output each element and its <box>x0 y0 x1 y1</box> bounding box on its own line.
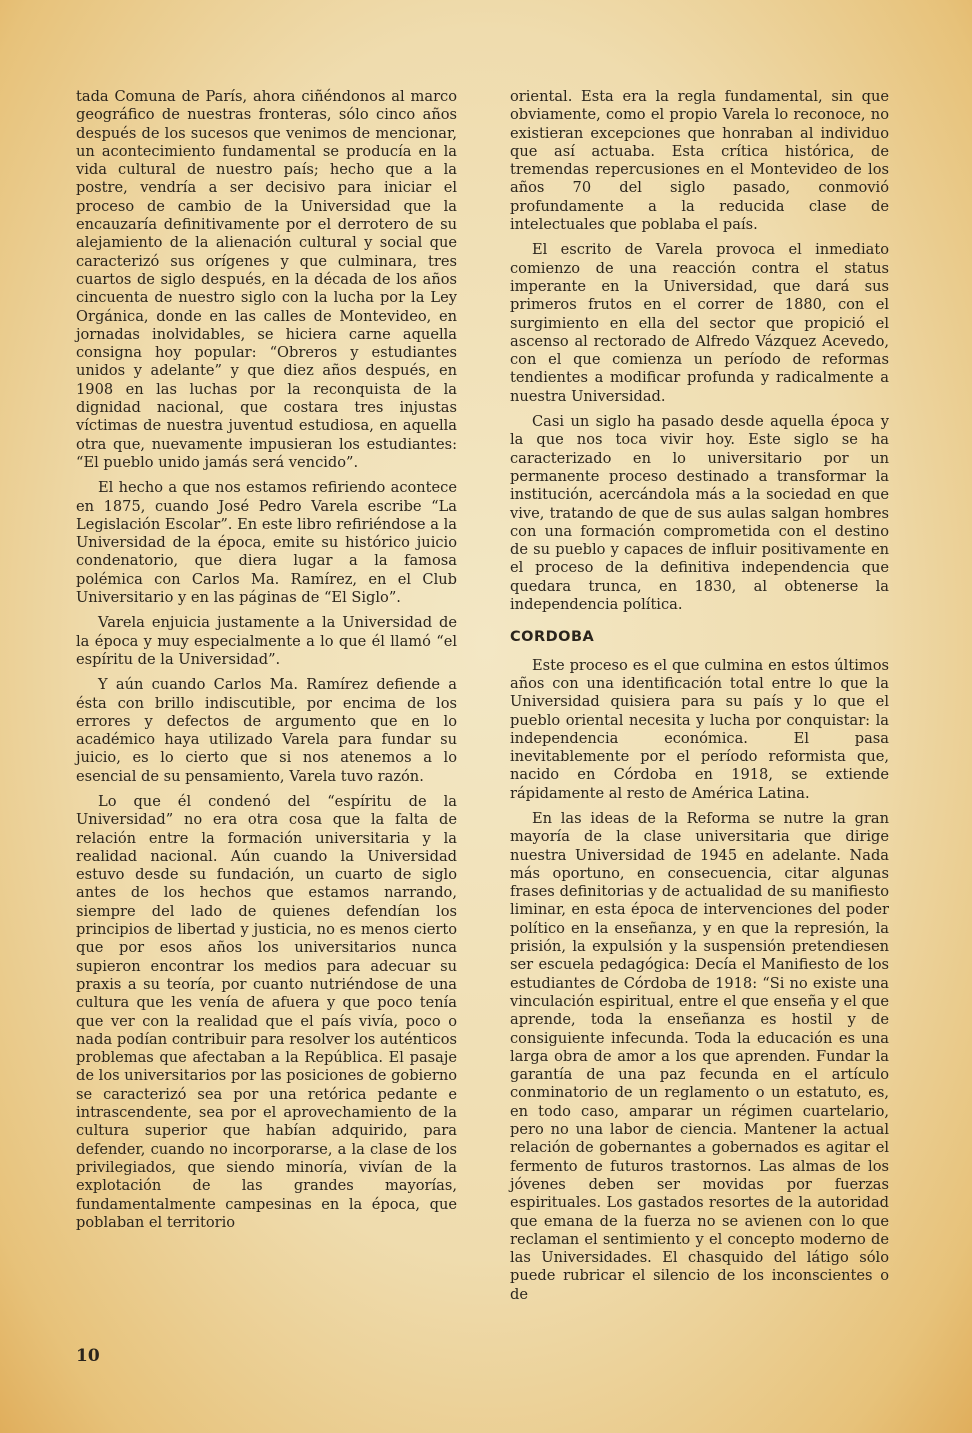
paragraph: En las ideas de la Reforma se nutre la gran mayoría de la clase universitaria que dirige nuestra Universidad de 1945 en adelante. Nada más oportuno, en consecuencia, citar algunas frases definitorias y de actualidad de su manifiesto liminar, en esta época de intervenciones del poder político en la enseñanza, y en que la represión, la prisión, la expulsión y la suspensión pretendiesen ser escuela pedagógica: Decía el Manifiesto de los estudiantes de Córdoba de 1918: “Si no existe una vinculación espiritual, entre el que enseña y el que aprende, toda la enseñanza es hostil y de consiguiente infecunda. Toda la educación es una larga obra de amor a los que aprenden. Fundar la garantía de una paz fecunda en el artículo conminatorio de un reglamento o un estatuto, es, en todo caso, amparar un régimen cuartelario, pero no una labor de ciencia. Mantener la actual relación de gobernantes a gobernados es agitar el fermento de futuros trastornos. Las almas de los jóvenes deben ser movidas por fuerzas espirituales. Los gastados resortes de la autoridad que emana de la fuerza no se avienen con lo que reclaman el sentimiento y el concepto moderno de las Universidades. El chasquido del látigo sólo puede rubricar el silencio de los inconscientes o de <box>510 809 889 1303</box>
paragraph: Y aún cuando Carlos Ma. Ramírez defiende a ésta con brillo indiscutible, por encima de los errores y defectos de argumento que en lo académico haya utilizado Varela para fundar su juicio, es lo cierto que si nos atenemos a lo esencial de su pensamiento, Varela tuvo razón. <box>76 676 457 785</box>
paragraph: El hecho a que nos estamos refiriendo acontece en 1875, cuando José Pedro Varela escribe “La Legislación Escolar”. En este libro refiriéndose a la Universidad de la época, emite su histórico juicio condenatorio, que diera lugar a la famosa polémica con Carlos Ma. Ramírez, en el Club Universitario y en las páginas de “El Siglo”. <box>76 479 457 607</box>
paragraph: Este proceso es el que culmina en estos últimos años con una identificación total entre lo que la Universidad quisiera para su país y lo que el pueblo oriental necesita y lucha por conquistar: la independencia económica. El pasa inevitablemente por el período reformista que, nacido en Córdoba en 1918, se extiende rápidamente al resto de América Latina. <box>510 656 889 802</box>
right-column <box>510 88 889 1311</box>
paragraph: Lo que él condenó del “espíritu de la Universidad” no era otra cosa que la falta de relación entre la formación universitaria y la realidad nacional. Aún cuando la Universidad estuvo desde su fundación, un cuarto de siglo antes de los hechos que estamos narrando, siempre del lado de quienes defendían los principios de libertad y justicia, no es menos cierto que por esos años los universitarios nunca supieron encontrar los medios para adecuar su praxis a su teoría, por cuanto nutriéndose de una cultura que les venía de afuera y que poco tenía que ver con la realidad que el país vivía, poco o nada podían contribuir para resolver los auténticos problemas que afectaban a la República. El pasaje de los universitarios por las posiciones de gobierno se caracterizó sea por una retórica pedante e intrascendente, sea por el aprovechamiento de la cultura superior que habían adquirido, para defender, cuando no incorporarse, a la clase de los privilegiados, que siendo minoría, vivían de la explotación de las grandes mayorías, fundamentalmente campesinas en la época, que poblaban el territorio <box>76 792 457 1231</box>
paragraph: Casi un siglo ha pasado desde aquella época y la que nos toca vivir hoy. Este siglo se ha caracterizado en lo universitario por un permanente proceso destinado a transformar la institución, acercándola más a la sociedad en que vive, tratando de que de sus aulas salgan hombres con una formación comprometida con el destino de su pueblo y capaces de influir positivamente en el proceso de la definitiva independencia que quedara trunca, en 1830, al obtenerse la independencia política. <box>510 413 889 614</box>
section-heading: CORDOBA <box>510 629 595 646</box>
page-number: 10 <box>76 1346 100 1366</box>
paragraph: tada Comuna de París, ahora ciñéndonos al marco geográfico de nuestras fronteras, sólo cinco años después de los sucesos que venimos de mencionar, un acontecimiento fundamental se producía en la vida cultural de nuestro país; hecho que a la postre, vendría a ser decisivo para iniciar el proceso de cambio de la Universidad que la encauzaría definitivamente por el derrotero de su alejamiento de la alienación cultural y social que caracterizó sus orígenes y que culminara, tres cuartos de siglo después, en la década de los años cincuenta de nuestro siglo con la lucha por la Ley Orgánica, donde en las calles de Montevideo, en jornadas inolvidables, se hiciera carne aquella consigna hoy popular: “Obreros y estudiantes unidos y adelante” y que diez años después, en 1908 en las luchas por la reconquista de la dignidad nacional, que costara tres injustas víctimas de nuestra juventud estudiosa, en aquella otra que, nuevamente impusieran los estudiantes: “El pueblo unido jamás será vencido”. <box>76 88 457 471</box>
paragraph: El escrito de Varela provoca el inmediato comienzo de una reacción contra el status imperante en la Universidad, que dará sus primeros frutos en el correr de 1880, con el surgimiento en ella del sector que propició el ascenso al rectorado de Alfredo Vázquez Acevedo, con el que comienza un período de reformas tendientes a modificar profunda y radicalmente a nuestra Universidad. <box>510 241 889 405</box>
left-column <box>76 88 457 1239</box>
paragraph: oriental. Esta era la regla fundamental, sin que obviamente, como el propio Varela lo reconoce, no existieran excepciones que honraban al individuo que así actuaba. Esta crítica histórica, de tremendas repercusiones en el Montevideo de los años 70 del siglo pasado, conmovió profundamente a la reducida clase de intelectuales que poblaba el país. <box>510 88 889 234</box>
paragraph: Varela enjuicia justamente a la Universidad de la época y muy especialmente a lo que él llamó “el espíritu de la Universidad”. <box>76 614 457 668</box>
